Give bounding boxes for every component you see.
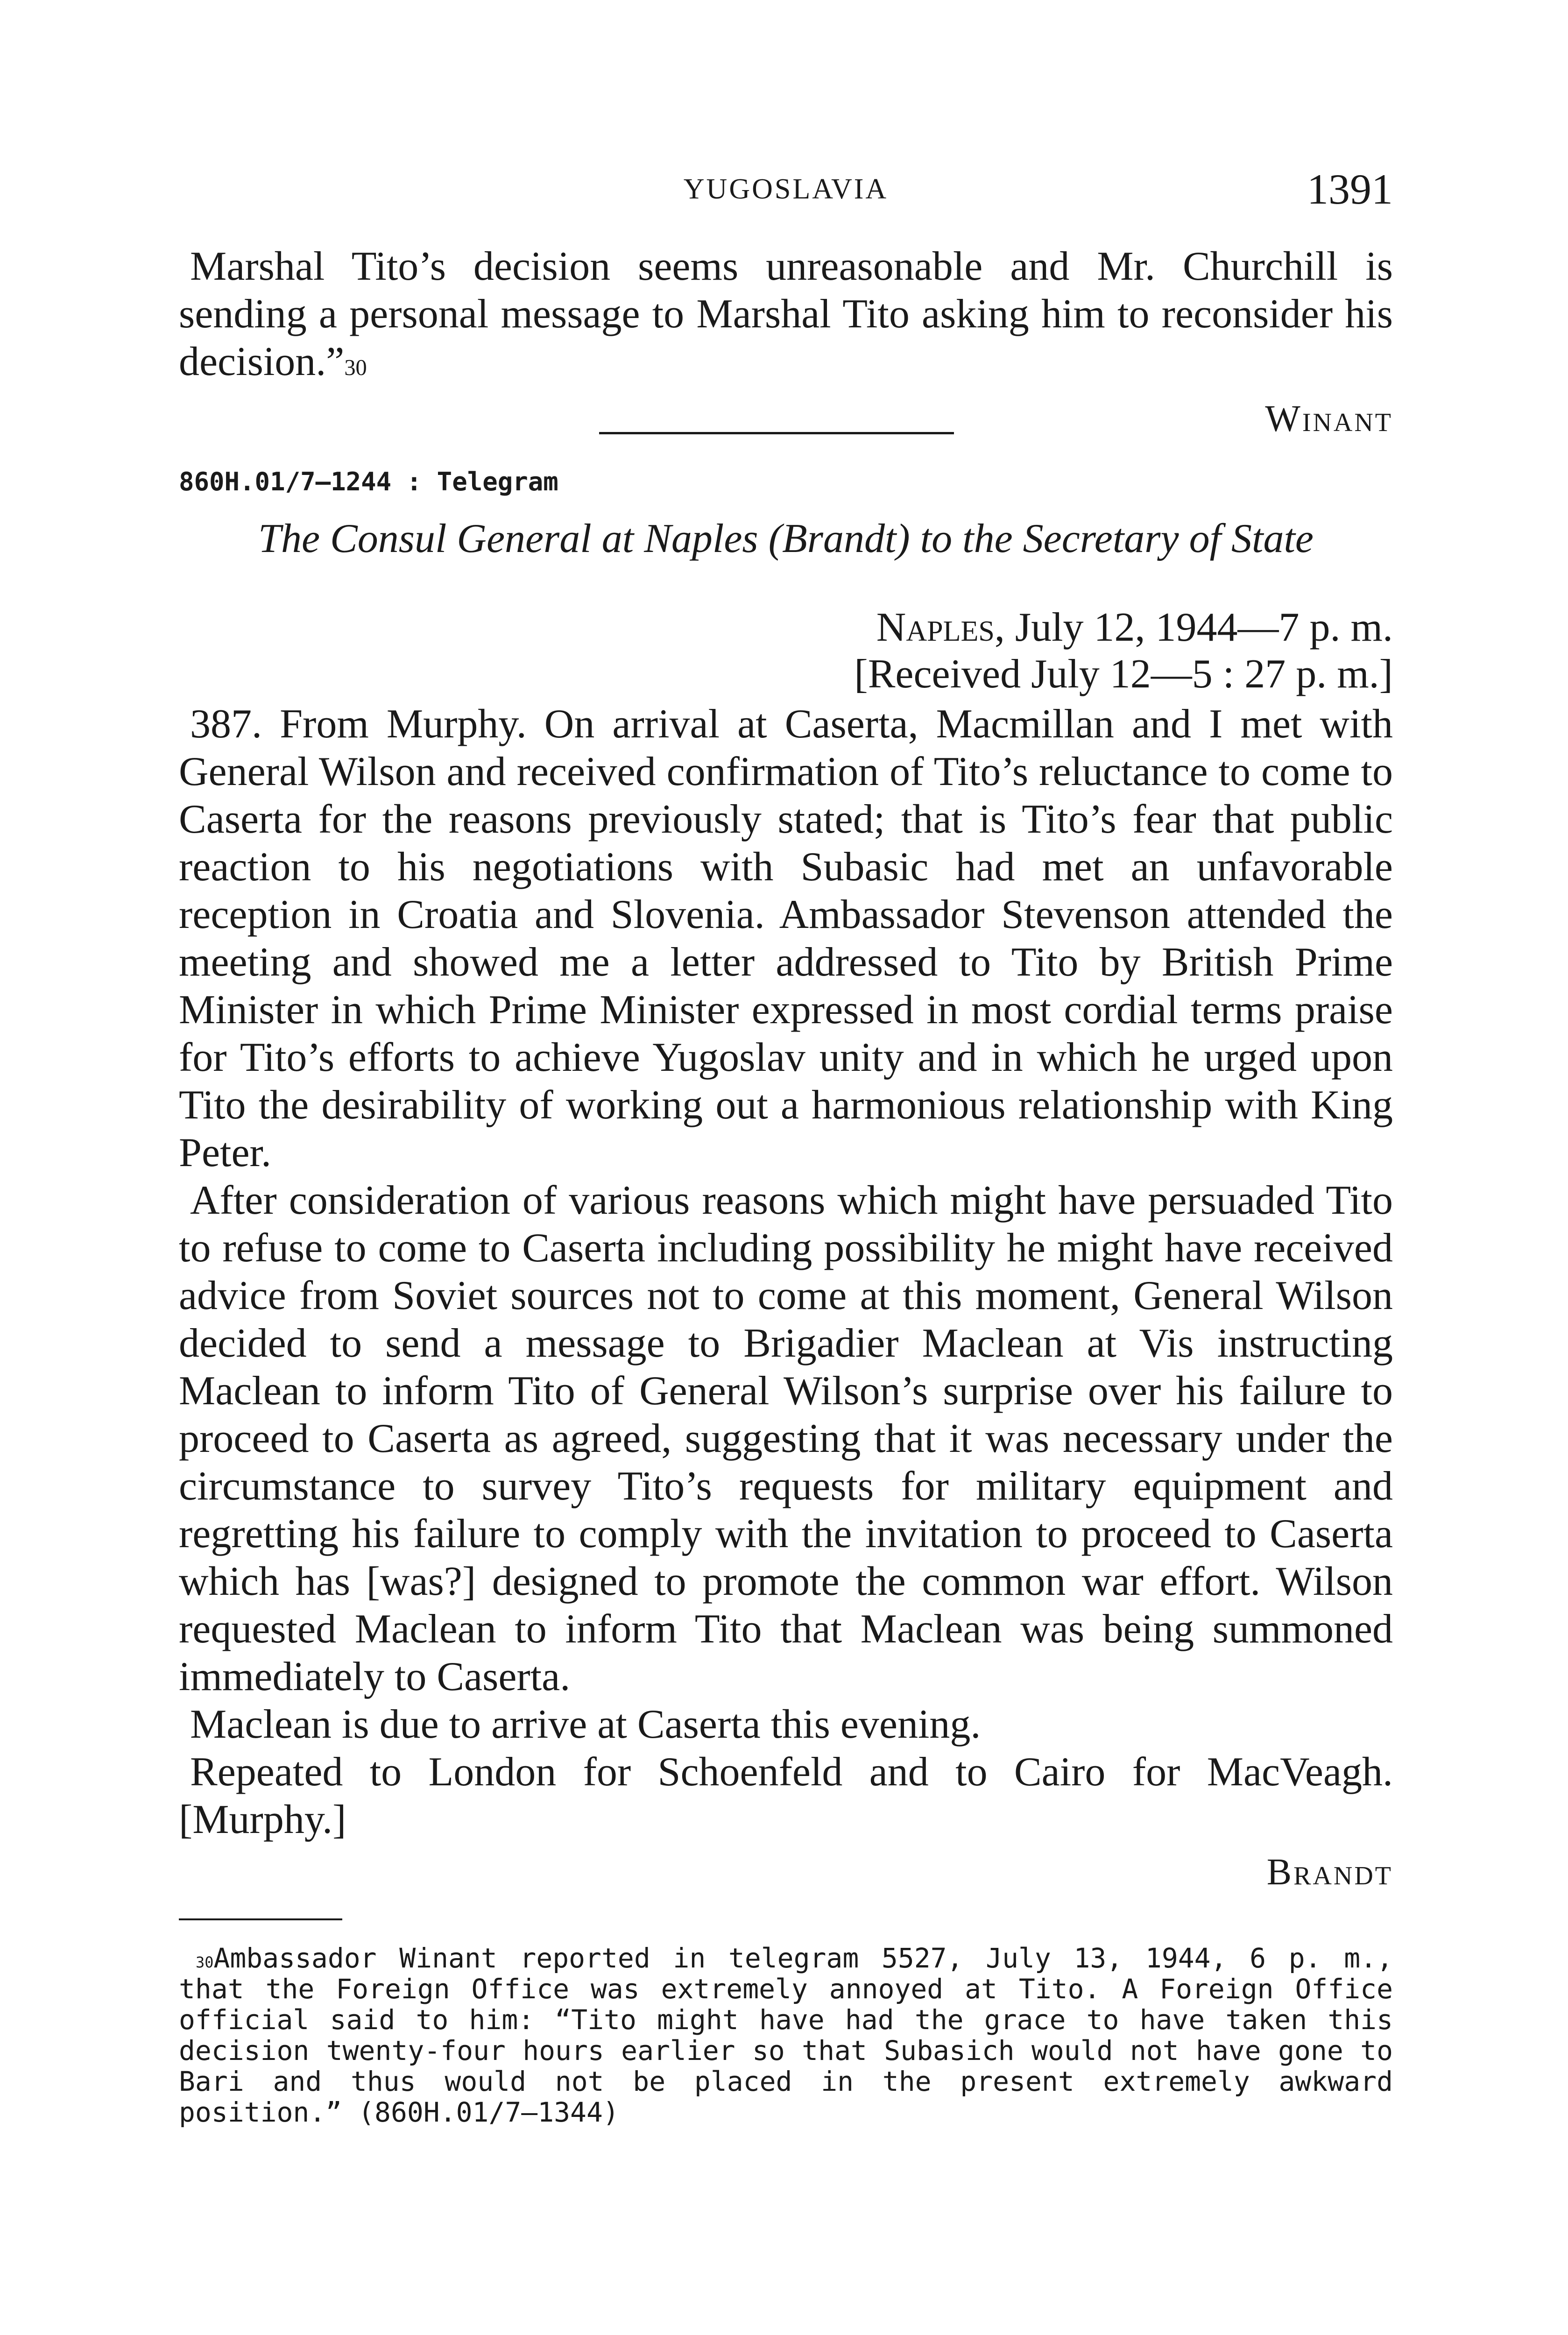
footnote-text: Ambassador Winant reported in telegram 5527, July 13, 1944, 6 p. m., that the Foreign Office was extremely annoyed at Tito. A Foreign Office official said to him: “Tito might have had the grace to have taken this decision twenty-four hours earlier so that Subasich would not have gone to Bari and thus would not be placed in the present extremely awkward position.” (860H.01/7–1344) xyxy=(179,1942,1393,2128)
paragraph-wilson-decision: After consideration of various reasons which might have persuaded Tito to refuse to come to Caserta including possibility he might have received advice from Soviet sources not to come at this moment, General Wilson decided to send a message to Brigadier Maclean at Vis instructing Maclean to inform Tito of General Wilson’s surprise over his failure to proceed to Caserta as agreed, suggesting that it was necessary under the circumstance to survey Tito’s requests for military equipment and regretting his failure to comply with the invitation to proceed to Caserta which has [was?] designed to promote the common war effort. Wilson requested Maclean to inform Tito that Maclean was being summoned immediately to Caserta. xyxy=(179,1178,1393,1699)
section-divider xyxy=(599,432,954,434)
footnote-30 xyxy=(179,1943,1393,2128)
footnote-reference: 30 xyxy=(344,355,367,380)
continuation-section xyxy=(179,243,1393,443)
paragraph-387: 387. From Murphy. On arrival at Caserta, Macmillan and I met with General Wilson and received confirmation of Tito’s reluctance to come to Caserta for the reasons previously stated; that is Tito’s fear that public reaction to his negotiations with Subasic had met an unfavorable reception in Croatia and Slovenia. Ambassador Stevenson attended the meeting and showed me a letter addressed to Tito by British Prime Minister in which Prime Minister expressed in most cordial terms praise for Tito’s efforts to achieve Yugoslav unity and in which he urged upon Tito the desirability of working out a harmonious relationship with King Peter. xyxy=(179,701,1393,1175)
paragraph-repeated: Repeated to London for Schoenfeld and to Cairo for MacVeagh. [Murphy.] xyxy=(179,1749,1393,1842)
footnote-rule xyxy=(179,1918,342,1920)
continuation-paragraph xyxy=(179,243,1393,386)
running-header xyxy=(179,164,1393,211)
brandt-signature: Brandt xyxy=(1266,1852,1393,1893)
document-title: The Consul General at Naples (Brandt) to the Secretary of State xyxy=(258,516,1314,561)
telegram-body xyxy=(179,700,1393,1896)
page-number: 1391 xyxy=(1307,165,1393,213)
dateline-place: Naples, xyxy=(876,605,1005,650)
received-line: [Received July 12—5 : 27 p. m.] xyxy=(854,651,1393,697)
continuation-text: Marshal Tito’s decision seems unreasonable and Mr. Churchill is sending a personal message to Marshal Tito asking him to reconsider his decision.” xyxy=(179,244,1393,384)
file-reference: 860H.01/7–1244 : Telegram xyxy=(179,467,558,496)
dateline-date: July 12, 1944—7 p. m. xyxy=(1015,605,1393,650)
telegram-document xyxy=(179,467,1393,1896)
paragraph-maclean-arrival: Maclean is due to arrive at Caserta this evening. xyxy=(190,1702,981,1747)
winant-signature: Winant xyxy=(1265,398,1393,439)
running-title: YUGOSLAVIA xyxy=(683,173,889,205)
dateline xyxy=(179,604,1393,651)
footnote-marker: 30 xyxy=(196,1953,214,1971)
